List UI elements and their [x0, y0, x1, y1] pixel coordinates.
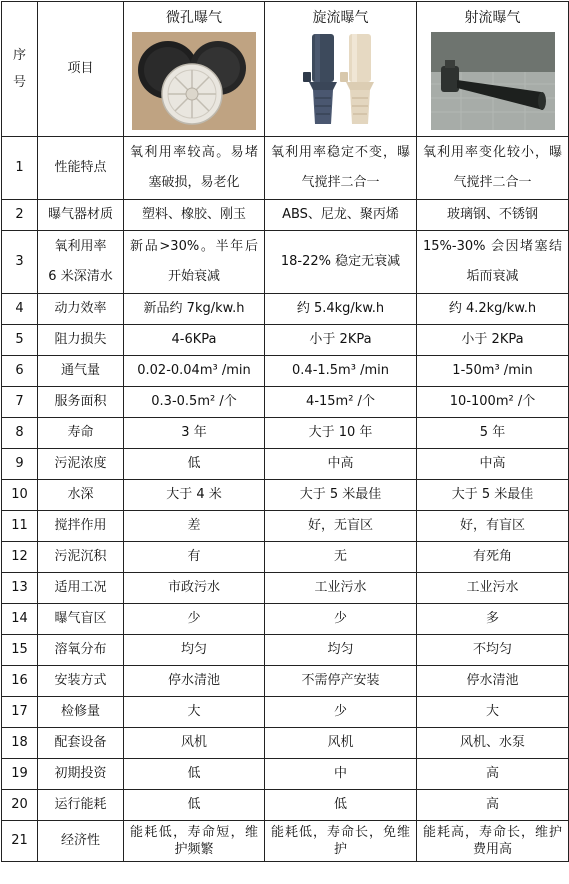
microporous-diffuser-image — [132, 32, 256, 130]
row-number: 8 — [2, 418, 38, 449]
cell-jet: 停水清池 — [417, 666, 569, 697]
cell-microporous: 市政污水 — [124, 573, 265, 604]
cell-swirl: 无 — [265, 542, 417, 573]
row-number: 19 — [2, 759, 38, 790]
cell-jet: 15%-30% 会因堵塞结垢而衰减 — [417, 231, 569, 294]
cell-microporous: 差 — [124, 511, 265, 542]
cell-microporous: 有 — [124, 542, 265, 573]
row-item-label: 安装方式 — [38, 666, 124, 697]
cell-swirl: 中 — [265, 759, 417, 790]
table-row — [2, 728, 569, 759]
row-number: 20 — [2, 790, 38, 821]
row-item-label: 污泥沉积 — [38, 542, 124, 573]
row-item-label: 曝气盲区 — [38, 604, 124, 635]
table-row — [2, 325, 569, 356]
row-item-label-line: 氧利用率 — [54, 239, 107, 254]
table-row — [2, 666, 569, 697]
row-item-label: 经济性 — [38, 821, 124, 862]
cell-microporous: 均匀 — [124, 635, 265, 666]
row-item-label: 溶氧分布 — [38, 635, 124, 666]
table-row — [2, 790, 569, 821]
cell-microporous: 3 年 — [124, 418, 265, 449]
row-item-label: 水深 — [38, 480, 124, 511]
column-title-microporous: 微孔曝气 — [166, 10, 222, 26]
row-item-label: 寿命 — [38, 418, 124, 449]
cell-microporous: 0.02-0.04m³ /min — [124, 356, 265, 387]
cell-swirl: 能耗低，寿命长，免维护 — [265, 821, 417, 862]
cell-microporous: 新品约 7kg/kw.h — [124, 294, 265, 325]
cell-swirl: 氧利用率稳定不变，曝气搅拌二合一 — [265, 137, 417, 200]
row-number: 9 — [2, 449, 38, 480]
table-row — [2, 759, 569, 790]
cell-microporous: 氧利用率较高。易堵塞破损，易老化 — [124, 137, 265, 200]
cell-microporous: 大 — [124, 697, 265, 728]
cell-swirl: 好，无盲区 — [265, 511, 417, 542]
table-row — [2, 387, 569, 418]
cell-swirl: 均匀 — [265, 635, 417, 666]
cell-jet: 工业污水 — [417, 573, 569, 604]
table-row — [2, 635, 569, 666]
table-row — [2, 511, 569, 542]
cell-swirl: 大于 5 米最佳 — [265, 480, 417, 511]
row-number: 12 — [2, 542, 38, 573]
cell-jet: 1-50m³ /min — [417, 356, 569, 387]
row-number: 4 — [2, 294, 38, 325]
cell-jet: 5 年 — [417, 418, 569, 449]
header-row — [2, 2, 569, 137]
swirl-aerator-image — [279, 32, 403, 130]
cell-microporous: 能耗低，寿命短，维护频繁 — [124, 821, 265, 862]
cell-swirl: 4-15m² /个 — [265, 387, 417, 418]
cell-jet: 不均匀 — [417, 635, 569, 666]
row-number: 14 — [2, 604, 38, 635]
table-row — [2, 542, 569, 573]
column-header-microporous — [124, 2, 265, 137]
row-item-label — [38, 231, 124, 294]
row-number: 16 — [2, 666, 38, 697]
cell-swirl: 工业污水 — [265, 573, 417, 604]
cell-jet: 氧利用率变化较小，曝气搅拌二合一 — [417, 137, 569, 200]
cell-jet: 高 — [417, 759, 569, 790]
row-item-label: 曝气器材质 — [38, 200, 124, 231]
aeration-comparison-table — [1, 1, 569, 862]
cell-jet: 玻璃钢、不锈钢 — [417, 200, 569, 231]
row-item-label: 污泥浓度 — [38, 449, 124, 480]
table-row — [2, 449, 569, 480]
cell-microporous: 低 — [124, 759, 265, 790]
column-header-jet — [417, 2, 569, 137]
jet-aerator-image — [431, 32, 555, 130]
row-number: 7 — [2, 387, 38, 418]
cell-swirl: 约 5.4kg/kw.h — [265, 294, 417, 325]
cell-microporous: 4-6KPa — [124, 325, 265, 356]
cell-swirl: 少 — [265, 604, 417, 635]
cell-swirl: 小于 2KPa — [265, 325, 417, 356]
cell-microporous: 大于 4 米 — [124, 480, 265, 511]
row-item-label: 性能特点 — [38, 137, 124, 200]
table-row — [2, 137, 569, 200]
cell-microporous: 少 — [124, 604, 265, 635]
table-row — [2, 418, 569, 449]
column-title-jet: 射流曝气 — [464, 10, 521, 26]
table-row — [2, 480, 569, 511]
cell-microporous: 塑料、橡胶、刚玉 — [124, 200, 265, 231]
table-row — [2, 821, 569, 862]
cell-jet: 有死角 — [417, 542, 569, 573]
cell-microporous: 0.3-0.5m² /个 — [124, 387, 265, 418]
table-row — [2, 231, 569, 294]
cell-jet: 小于 2KPa — [417, 325, 569, 356]
row-item-label: 搅拌作用 — [38, 511, 124, 542]
cell-jet: 多 — [417, 604, 569, 635]
row-number: 18 — [2, 728, 38, 759]
cell-swirl: 少 — [265, 697, 417, 728]
row-item-label: 通气量 — [38, 356, 124, 387]
cell-swirl: 中高 — [265, 449, 417, 480]
row-item-label: 检修量 — [38, 697, 124, 728]
seq-header-label: 序号 — [12, 48, 26, 90]
table-row — [2, 294, 569, 325]
cell-swirl: 风机 — [265, 728, 417, 759]
row-item-label: 初期投资 — [38, 759, 124, 790]
cell-microporous: 低 — [124, 449, 265, 480]
cell-swirl: 不需停产安装 — [265, 666, 417, 697]
table-row — [2, 356, 569, 387]
row-number: 11 — [2, 511, 38, 542]
cell-jet: 好，有盲区 — [417, 511, 569, 542]
row-number: 6 — [2, 356, 38, 387]
row-item-label: 运行能耗 — [38, 790, 124, 821]
cell-microporous: 低 — [124, 790, 265, 821]
table-row — [2, 200, 569, 231]
cell-jet: 中高 — [417, 449, 569, 480]
item-header: 项目 — [38, 2, 124, 137]
table-row — [2, 573, 569, 604]
column-title-swirl: 旋流曝气 — [312, 10, 369, 26]
cell-jet: 10-100m² /个 — [417, 387, 569, 418]
row-number: 10 — [2, 480, 38, 511]
cell-swirl: ABS、尼龙、聚丙烯 — [265, 200, 417, 231]
cell-swirl: 0.4-1.5m³ /min — [265, 356, 417, 387]
table-row — [2, 604, 569, 635]
row-item-label: 配套设备 — [38, 728, 124, 759]
row-item-label: 动力效率 — [38, 294, 124, 325]
row-number: 5 — [2, 325, 38, 356]
row-number: 2 — [2, 200, 38, 231]
row-number: 21 — [2, 821, 38, 862]
cell-microporous: 停水清池 — [124, 666, 265, 697]
table-row — [2, 697, 569, 728]
row-number: 17 — [2, 697, 38, 728]
cell-jet: 约 4.2kg/kw.h — [417, 294, 569, 325]
cell-jet: 高 — [417, 790, 569, 821]
cell-swirl: 大于 10 年 — [265, 418, 417, 449]
cell-microporous: 新品>30%。半年后开始衰减 — [124, 231, 265, 294]
row-number: 1 — [2, 137, 38, 200]
cell-jet: 大于 5 米最佳 — [417, 480, 569, 511]
row-item-label: 阻力损失 — [38, 325, 124, 356]
cell-jet: 能耗高，寿命长，维护费用高 — [417, 821, 569, 862]
row-item-label: 适用工况 — [38, 573, 124, 604]
row-number: 15 — [2, 635, 38, 666]
cell-jet: 风机、水泵 — [417, 728, 569, 759]
cell-microporous: 风机 — [124, 728, 265, 759]
cell-jet: 大 — [417, 697, 569, 728]
cell-swirl: 低 — [265, 790, 417, 821]
seq-header — [2, 2, 38, 137]
row-number: 13 — [2, 573, 38, 604]
column-header-swirl — [265, 2, 417, 137]
row-number: 3 — [2, 231, 38, 294]
row-item-label-line: 6 米深清水 — [48, 269, 113, 284]
cell-swirl: 18-22% 稳定无衰减 — [265, 231, 417, 294]
row-item-label: 服务面积 — [38, 387, 124, 418]
